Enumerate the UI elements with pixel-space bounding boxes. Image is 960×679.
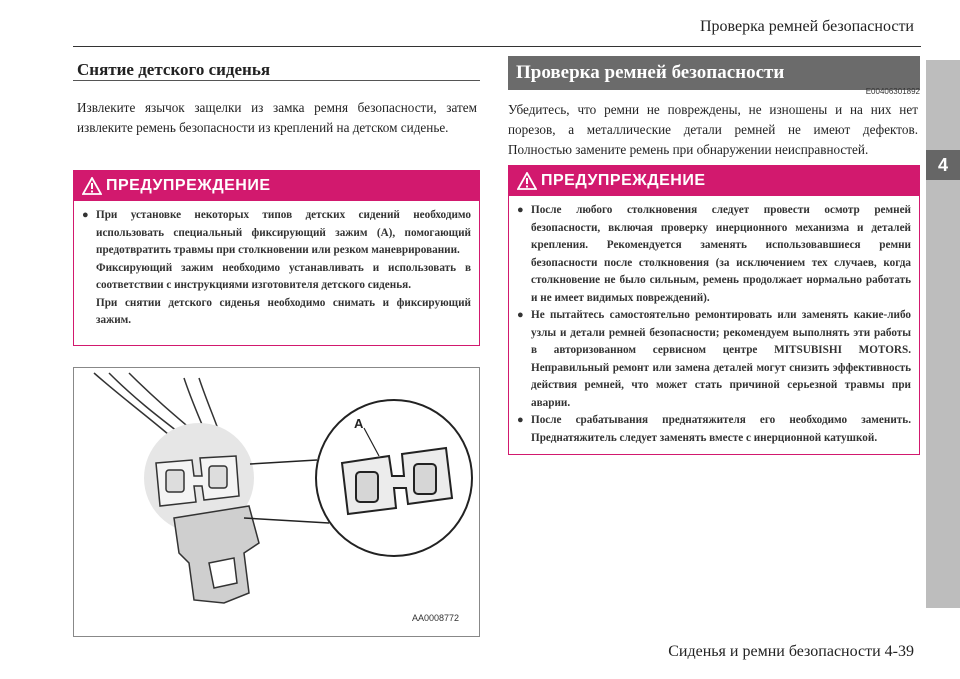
page-footer: Сиденья и ремни безопасности 4-39 [668,643,914,660]
warning-line: При снятии детского сиденья необходимо снимать и фиксирующий зажим. [96,296,471,326]
reference-code: E00406301892 [865,87,920,96]
warning-item [517,307,911,412]
running-header: Проверка ремней безопасности [699,18,914,35]
warning-line: Фиксирующий зажим необходимо устанавливать и использовать в соответствии с инструкциями изготовителя детского сиденья. [96,261,471,291]
warning-text: После любого столкновения следует провести осмотр ремней безопасности, включая проверку инерционного механизма и деталей крепления. Рекомендуется заменять использовавшиеся ремни безопасности после столкновения (за исключением тех случаев, когда столкновение не было сильным, ремень продолжает нормально работать и не имеет видимых повреждений). [531,204,911,304]
illustration-code: AA0008772 [412,613,460,623]
removal-paragraph: Извлеките язычок защелки из замка ремня безопасности, затем извлеките ремень безопасности из креплений на детском сиденье. [77,100,477,135]
warning-text: После срабатывания преднатяжителя его необходимо заменить. Преднатяжитель следует заменять вместе с инерционной катушкой. [531,414,911,444]
warning-triangle-icon [82,177,102,195]
section-rule [73,80,480,81]
warning-header [74,171,479,201]
warning-text: Не пытайтесь самостоятельно ремонтировать или заменять какие-либо узлы и детали ремней безопасности; рекомендуем выполнять эти работы в авторизованном сервисном центре MITSUBISHI MOTORS. Неправильный ремонт или замена деталей могут снизить эффективность действия ремней, что может стать причиной серьезной травмы при аварии. [531,309,911,409]
header-rule [73,46,921,47]
warning-triangle-icon [517,172,537,190]
bullet-icon: ● [82,209,89,221]
warning-line: При установке некоторых типов детских сидений необходимо использовать специальный фиксирующий зажим (А), помогающий предотвратить травмы при столкновении или резком маневрировании. [96,209,471,256]
seatbelt-locking-clip-drawing [74,368,479,636]
warning-body [509,196,919,453]
warning-body [74,201,479,336]
belt-check-paragraph: Убедитесь, что ремни не повреждены, не изношены и на них нет порезов, а металлические детали ремней не имеют дефектов. Полностью замените ремень при обнаружении неисправностей. [508,102,918,157]
warning-title: ПРЕДУПРЕЖДЕНИЕ [541,172,706,189]
warning-item [517,412,911,447]
warning-box-left [73,170,480,346]
bullet-icon: ● [517,204,524,216]
bullet-icon: ● [517,309,524,321]
buckle-clip-illustration [73,367,480,637]
section-banner-belt-check: Проверка ремней безопасности [508,56,920,90]
warning-title: ПРЕДУПРЕЖДЕНИЕ [106,177,271,194]
section-heading-child-seat-removal: Снятие детского сиденья [77,60,271,79]
warning-header [509,166,919,196]
warning-box-right [508,165,920,455]
chapter-number: 4 [926,150,960,180]
label-a: A [354,416,364,431]
warning-item [82,207,471,330]
chapter-side-tab [926,60,960,608]
warning-item [517,202,911,307]
bullet-icon: ● [517,414,524,426]
